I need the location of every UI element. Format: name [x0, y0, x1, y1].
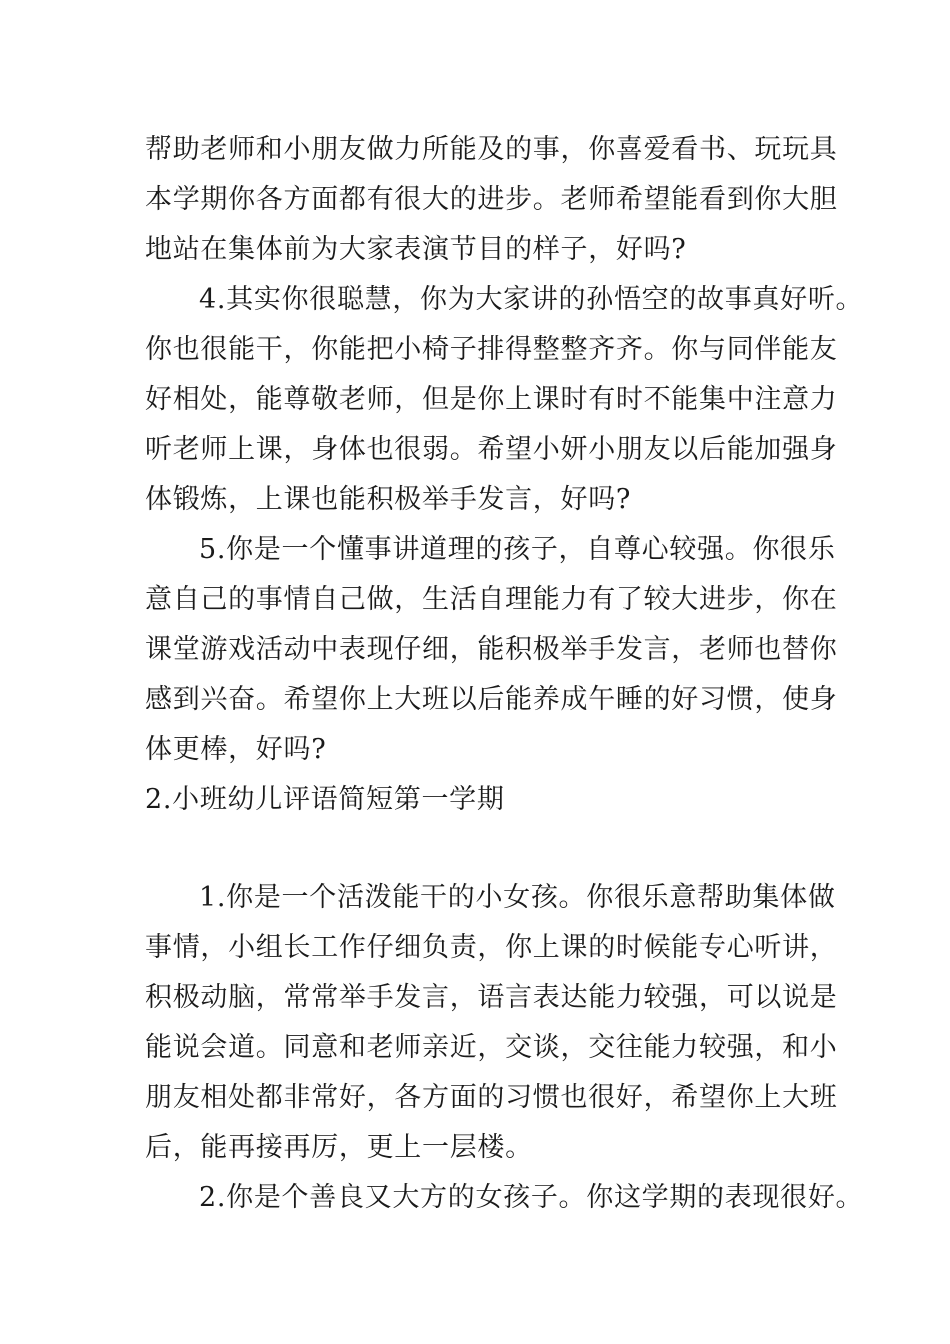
- text-line: 帮助老师和小朋友做力所能及的事，你喜爱看书、玩玩具: [145, 134, 838, 165]
- text-line: 体更棒，好吗?: [145, 734, 327, 765]
- text-line: 积极动脑，常常举手发言，语言表达能力较强，可以说是: [145, 982, 838, 1013]
- text-line: 感到兴奋。希望你上大班以后能养成午睡的好习惯，使身: [145, 684, 838, 715]
- text-line: 你也很能干，你能把小椅子排得整整齐齐。你与同伴能友: [145, 334, 838, 365]
- text-line: 后，能再接再厉，更上一层楼。: [145, 1132, 533, 1163]
- text-line: 能说会道。同意和老师亲近，交谈，交往能力较强，和小: [145, 1032, 838, 1063]
- text-line: 意自己的事情自己做，生活自理能力有了较大进步，你在: [145, 584, 838, 615]
- text-line: 事情，小组长工作仔细负责，你上课的时候能专心听讲，: [145, 932, 838, 963]
- paragraph-5-start: 5.你是一个懂事讲道理的孩子，自尊心较强。你很乐: [199, 534, 836, 565]
- text-line: 好相处，能尊敬老师，但是你上课时有时不能集中注意力: [145, 384, 838, 415]
- text-line: 课堂游戏活动中表现仔细，能积极举手发言，老师也替你: [145, 634, 838, 665]
- section-heading: 2.小班幼儿评语简短第一学期: [145, 784, 505, 815]
- text-line: 朋友相处都非常好，各方面的习惯也很好，希望你上大班: [145, 1082, 838, 1113]
- paragraph-1-start: 1.你是一个活泼能干的小女孩。你很乐意帮助集体做: [199, 882, 836, 913]
- text-line: 听老师上课，身体也很弱。希望小妍小朋友以后能加强身: [145, 434, 838, 465]
- text-line: 本学期你各方面都有很大的进步。老师希望能看到你大胆: [145, 184, 838, 215]
- paragraph-4-start: 4.其实你很聪慧，你为大家讲的孙悟空的故事真好听。: [199, 284, 864, 315]
- text-line: 地站在集体前为大家表演节目的样子，好吗?: [145, 234, 687, 265]
- text-line: 体锻炼，上课也能积极举手发言，好吗?: [145, 484, 632, 515]
- paragraph-2-start: 2.你是个善良又大方的女孩子。你这学期的表现很好。: [199, 1182, 864, 1213]
